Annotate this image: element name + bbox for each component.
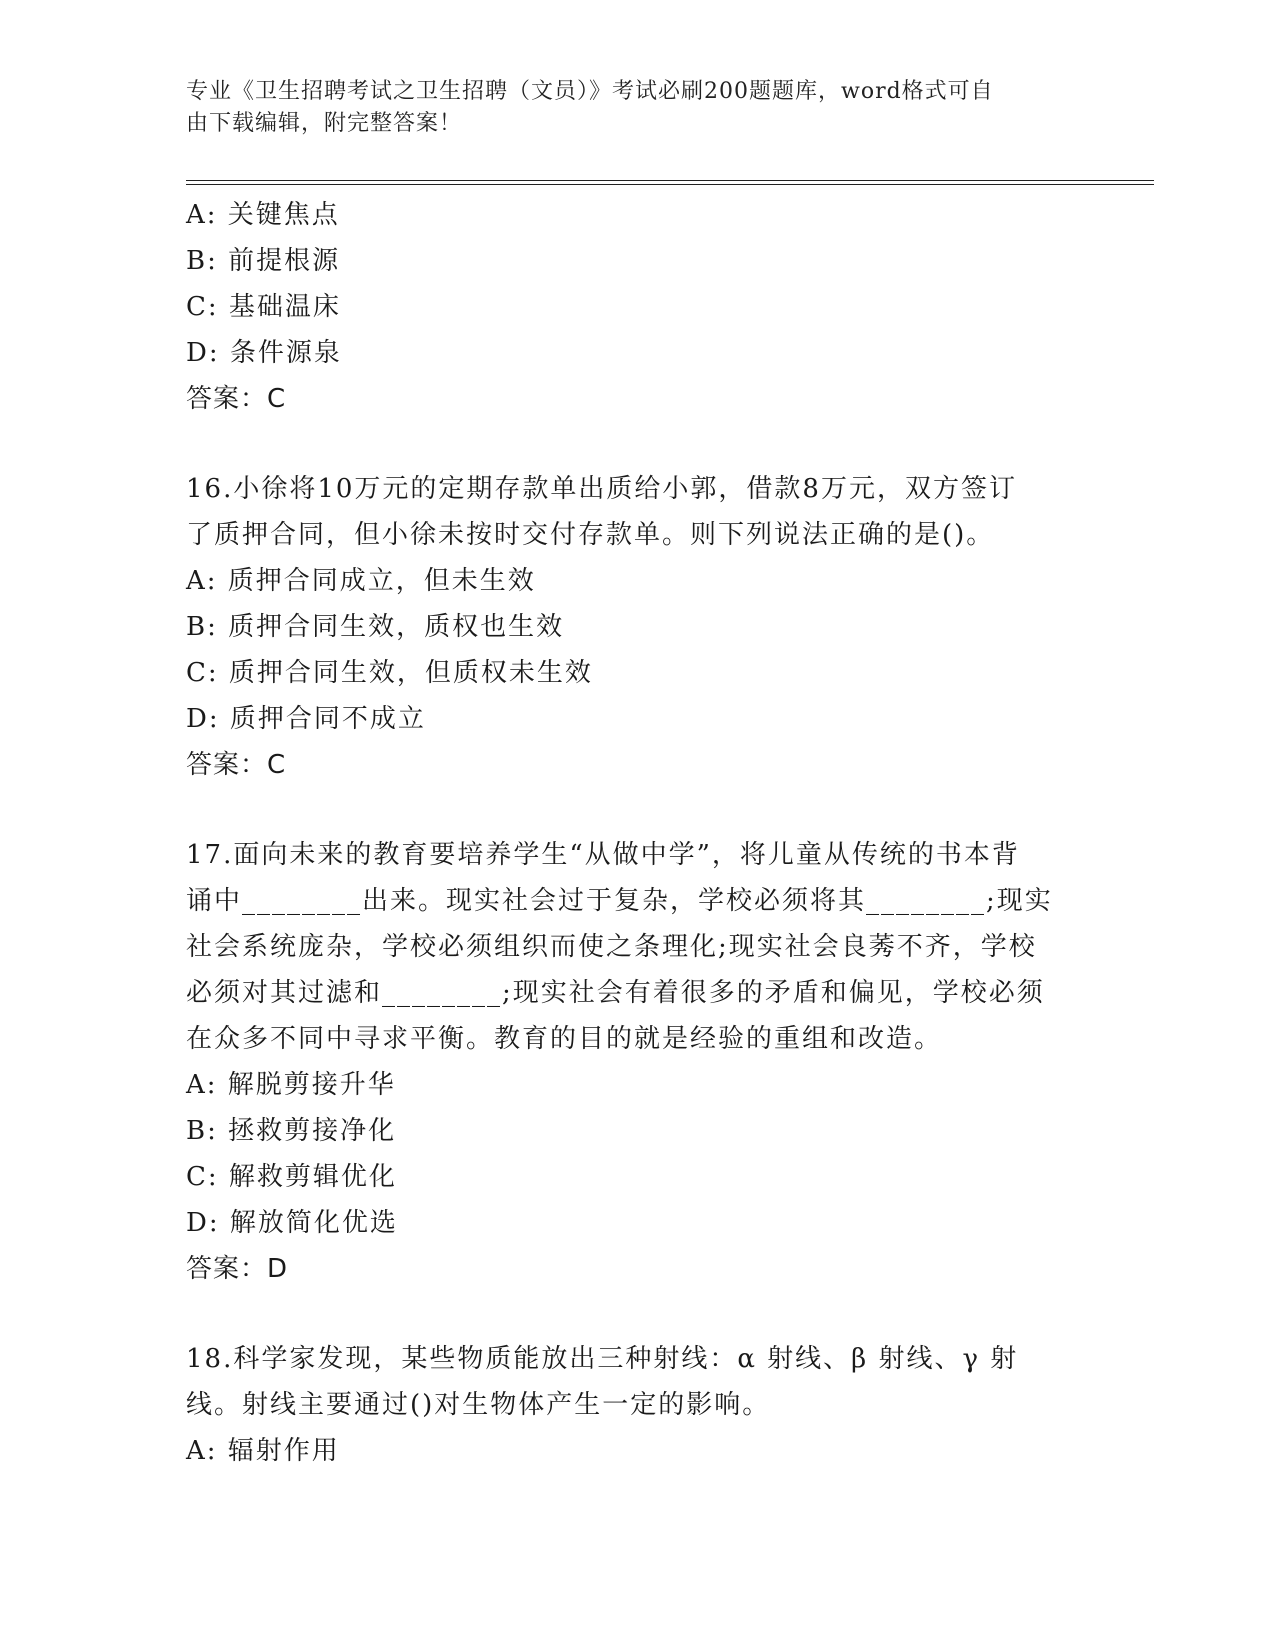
option-d: D: 解放简化优选 (186, 1208, 398, 1238)
header-line-2: 由下载编辑，附完整答案！ (186, 111, 463, 136)
answer: 答案：D (186, 1254, 289, 1284)
question-18 (186, 1336, 1086, 1474)
question-15 (186, 192, 1086, 422)
option-d: D: 条件源泉 (186, 338, 342, 368)
option-c: C: 质押合同生效，但质权未生效 (186, 658, 593, 688)
question-stem-line: 诵中________出来。现实社会过于复杂，学校必须将其________;现实 (186, 886, 1053, 916)
question-stem-line: 了质押合同，但小徐未按时交付存款单。则下列说法正确的是()。 (186, 520, 995, 550)
option-b: B: 拯救剪接净化 (186, 1116, 397, 1146)
option-a: A: 质押合同成立，但未生效 (186, 566, 536, 596)
question-17 (186, 832, 1086, 1292)
option-b: B: 前提根源 (186, 246, 341, 276)
question-stem-line: 17.面向未来的教育要培养学生“从做中学”，将儿童从传统的书本背 (186, 840, 1020, 870)
question-stem-line: 社会系统庞杂，学校必须组织而使之条理化;现实社会良莠不齐，学校 (186, 932, 1037, 962)
option-d: D: 质押合同不成立 (186, 704, 426, 734)
answer: 答案：C (186, 750, 287, 780)
option-c: C: 解救剪辑优化 (186, 1162, 397, 1192)
option-a: A: 辐射作用 (186, 1436, 340, 1466)
header-line-1: 专业《卫生招聘考试之卫生招聘（文员）》考试必刷200题题库，word格式可自 (186, 79, 994, 104)
question-stem-line: 线。射线主要通过()对生物体产生一定的影响。 (186, 1390, 771, 1420)
question-stem-line: 16.小徐将10万元的定期存款单出质给小郭，借款8万元，双方签订 (186, 474, 1017, 504)
option-b: B: 质押合同生效，质权也生效 (186, 612, 565, 642)
header-divider-top (186, 180, 1154, 181)
question-stem-line: 18.科学家发现，某些物质能放出三种射线：α 射线、β 射线、γ 射 (186, 1344, 1019, 1374)
option-a: A: 解脱剪接升华 (186, 1070, 396, 1100)
answer: 答案：C (186, 384, 287, 414)
option-c: C: 基础温床 (186, 292, 341, 322)
header-divider-bottom (186, 184, 1154, 185)
option-a: A: 关键焦点 (186, 200, 340, 230)
question-16 (186, 466, 1086, 788)
question-stem-line: 必须对其过滤和________;现实社会有着很多的矛盾和偏见，学校必须 (186, 978, 1045, 1008)
question-list (186, 192, 1086, 1474)
document-header (186, 76, 1066, 140)
question-stem-line: 在众多不同中寻求平衡。教育的目的就是经验的重组和改造。 (186, 1024, 943, 1054)
